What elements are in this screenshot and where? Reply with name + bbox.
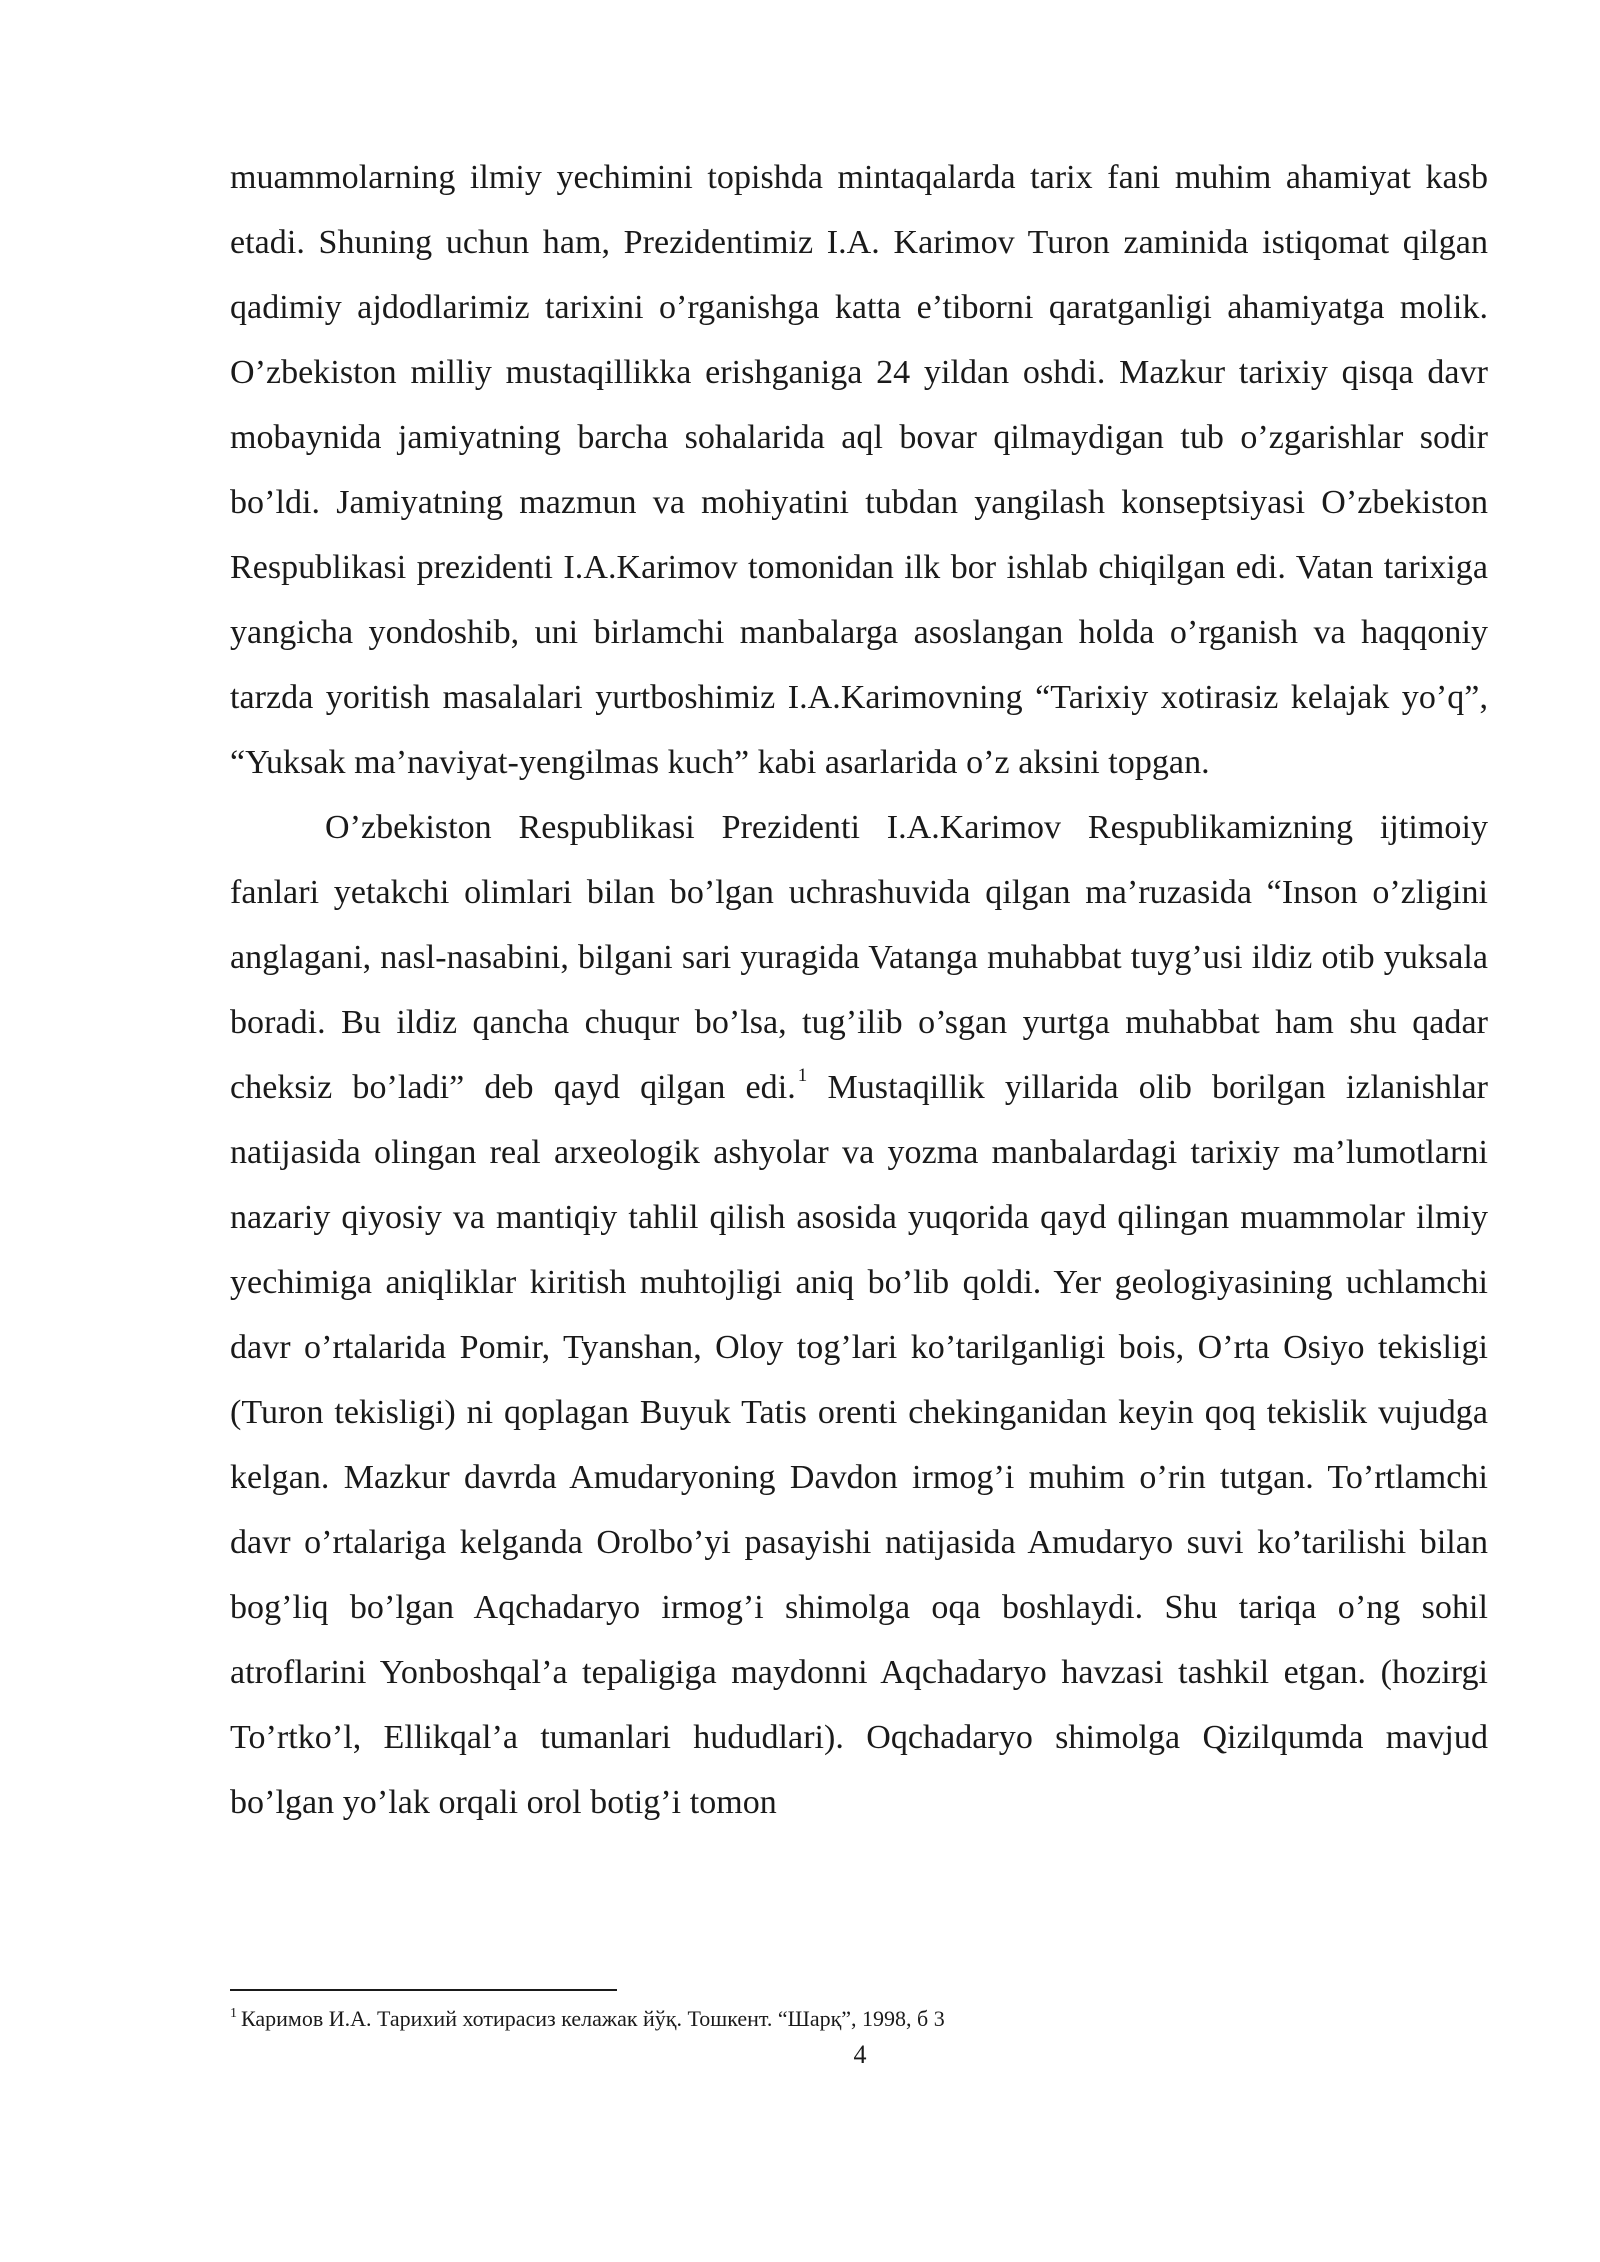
footnote (230, 2004, 1488, 2034)
paragraph-1: muammolarning ilmiy yechimini topishda mintaqalarda tarix fani muhim ahamiyat kasb etadi. Shuning uchun ham, Prezidentimiz I.A. Karimov Turon zaminida istiqomat qilgan qadimiy ajdodlarimiz tarixini o’rganishga katta e’tiborni qaratganligi ahamiyatga molik. O’zbekiston milliy mustaqillikka erishganiga 24 yildan oshdi. Mazkur tarixiy qisqa davr mobaynida jamiyatning barcha sohalarida aql bovar qilmaydigan tub o’zgarishlar sodir bo’ldi. Jamiyatning mazmun va mohiyatini tubdan yangilash konseptsiyasi O’zbekiston Respublikasi prezidenti I.A.Karimov tomonidan ilk bor ishlab chiqilgan edi. Vatan tarixiga yangicha yondoshib, uni birlamchi manbalarga asoslangan holda o’rganish va haqqoniy tarzda yoritish masalalari yurtboshimiz I.A.Karimovning “Tarixiy xotirasiz kelajak yo’q”, “Yuksak ma’naviyat-yengilmas kuch” kabi asarlarida o’z aksini topgan. (230, 159, 1488, 781)
page-number: 4 (853, 2040, 867, 2069)
paragraph-2 (230, 795, 1488, 1835)
footnote-mark: 1 (230, 2006, 237, 2021)
body-text (230, 145, 1488, 1835)
footnote-separator (230, 1989, 617, 1991)
paragraph-2-continuation: Mustaqillik yillarida olib borilgan izlanishlar natijasida olingan real arxeologik ashyolar va yozma manbalardagi tarixiy ma’lumotlarni nazariy qiyosiy va mantiqiy tahlil qilish asosida yuqorida qayd qilingan muammolar ilmiy yechimiga aniqliklar kiritish muhtojligi aniq bo’lib qoldi. Yer geologiyasining uchlamchi davr o’rtalarida Pomir, Tyanshan, Oloy tog’lari ko’tarilganligi bois, O’rta Osiyo tekisligi (Turon tekisligi) ni qoplagan Buyuk Tatis orenti chekinganidan keyin qoq tekislik vujudga kelgan. Mazkur davrda Amudaryoning Davdon irmog’i muhim o’rin tutgan. To’rtlamchi davr o’rtalariga kelganda Orolbo’yi pasayishi natijasida Amudaryo suvi ko’tarilishi bilan bog’liq bo’lgan Aqchadaryo irmog’i shimolga oqa boshlaydi. Shu tariqa o’ng sohil atroflarini Yonboshqal’a tepaligiga maydonni Aqchadaryo havzasi tashkil etgan. (hozirgi To’rtko’l, Ellikqal’a tumanlari hududlari). Oqchadaryo shimolga Qizilqumda mavjud bo’lgan yo’lak orqali orol botig’i tomon (230, 1069, 1488, 1821)
footnote-text: Каримов И.А. Тарихий хотирасиз келажак йўқ. Тошкент. “Шарқ”, 1998, б 3 (241, 2006, 945, 2031)
footnote-reference[interactable]: 1 (797, 1065, 808, 1086)
paragraph-2-text: O’zbekiston Respublikasi Prezidenti I.A.Karimov Respublikamizning ijtimoiy fanlari yetakchi olimlari bilan bo’lgan uchrashuvida qilgan ma’ruzasida “Inson o’zligini anglagani, nasl-nasabini, bilgani sari yuragida Vatanga muhabbat tuyg’usi ildiz otib yuksala boradi. Bu ildiz qancha chuqur bo’lsa, tug’ilib o’sgan yurtga muhabbat ham shu qadar cheksiz bo’ladi” deb qayd qilgan edi. (230, 809, 1488, 1106)
